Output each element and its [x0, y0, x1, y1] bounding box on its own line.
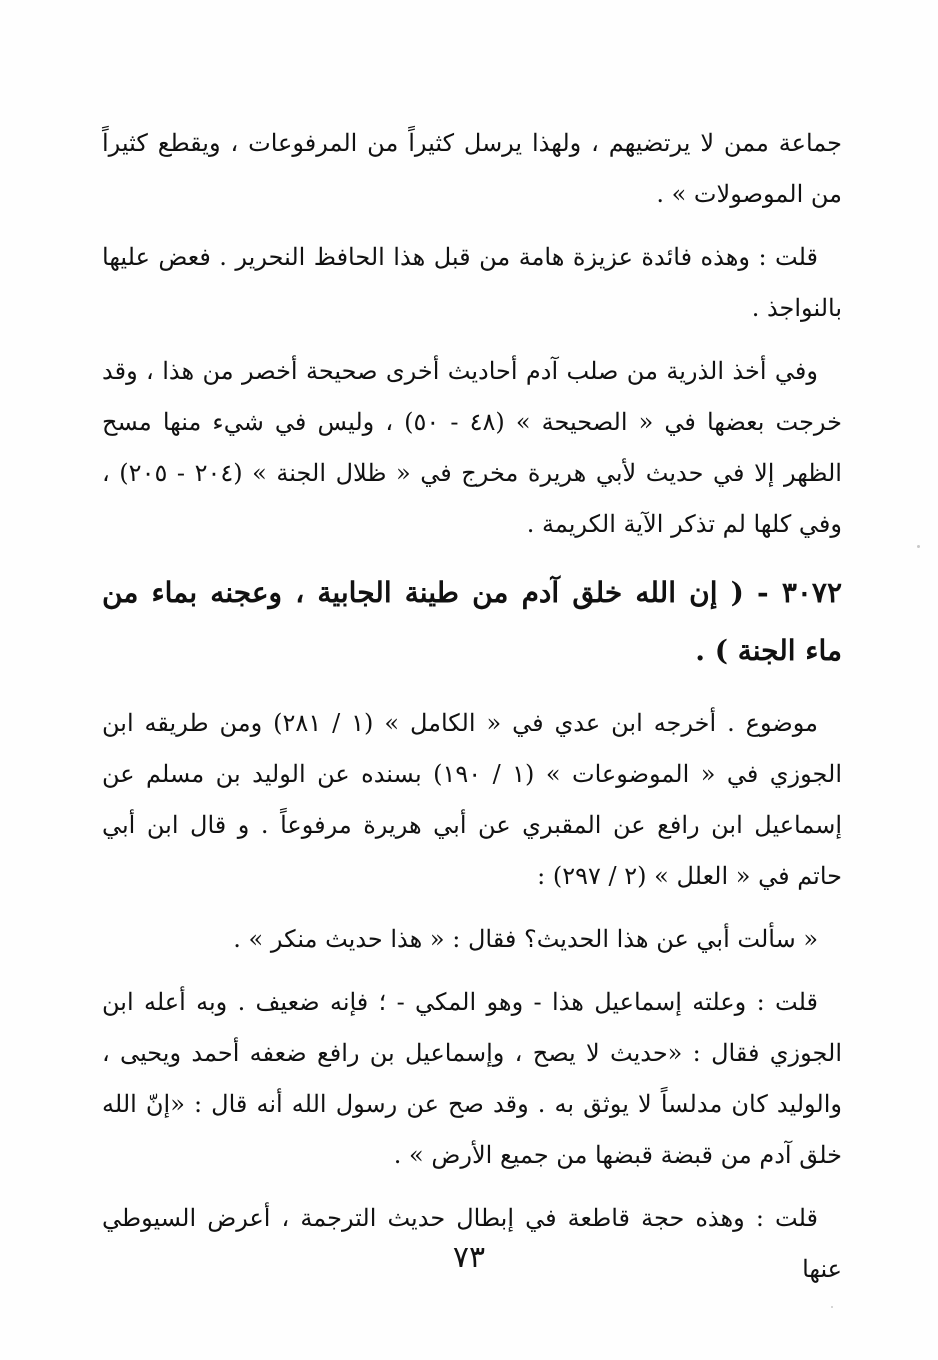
scan-speck: [831, 1306, 833, 1308]
page-body: [102, 118, 842, 1307]
page-number: ٧٣: [452, 1240, 486, 1275]
paragraph-comment: قلت : وهذه فائدة عزيزة هامة من قبل هذا الحافظ النحرير . فعض عليها بالنواجذ .: [102, 243, 842, 322]
paragraph-quote: « سألت أبي عن هذا الحديث؟ فقال : « هذا حديث منكر » .: [233, 925, 818, 953]
hadith-heading: ٣٠٧٢ - ( إن الله خلق آدم من طينة الجابية ، وعجنه بماء من ماء الجنة ) .: [102, 576, 842, 667]
paragraph-conclusion: قلت : وهذه حجة قاطعة في إبطال حديث الترجمة ، أعرض السيوطي عنها: [102, 1204, 842, 1283]
scan-speck: [917, 545, 920, 548]
paragraph-continuation: جماعة ممن لا يرتضيهم ، ولهذا يرسل كثيراً من المرفوعات ، ويقطع كثيراً من الموصولات » .: [102, 129, 842, 208]
paragraph-takhrij: موضوع . أخرجه ابن عدي في « الكامل » (١ / ٢٨١) ومن طريقه ابن الجوزي في « الموضوعات » (١ / ١٩٠) بسنده عن الوليد بن مسلم عن إسماعيل ابن رافع عن المقبري عن أبي هريرة مرفوعاً . و قال ابن أبي حاتم في « العلل » (٢ / ٢٩٧) :: [102, 709, 843, 890]
paragraph-illah: قلت : وعلته إسماعيل هذا - وهو المكي - ؛ فإنه ضعيف . وبه أعله ابن الجوزي فقال : «حديث لا يصح ، وإسماعيل بن رافع ضعفه أحمد ويحيى ، والوليد كان مدلساً لا يوثق به . وقد صح عن رسول الله أنه قال : «إنّ الله خلق آدم من قبضة قبضها من جميع الأرض » .: [102, 988, 842, 1169]
paragraph-related-hadiths: وفي أخذ الذرية من صلب آدم أحاديث أخرى صحيحة أخصر من هذا ، وقد خرجت بعضها في « الصحيحة » (٤٨ - ٥٠) ، وليس في شيء منها مسح الظهر إلا في حديث لأبي هريرة مخرج في « ظلال الجنة » (٢٠٤ - ٢٠٥) ، وفي كلها لم تذكر الآية الكريمة .: [102, 357, 842, 538]
